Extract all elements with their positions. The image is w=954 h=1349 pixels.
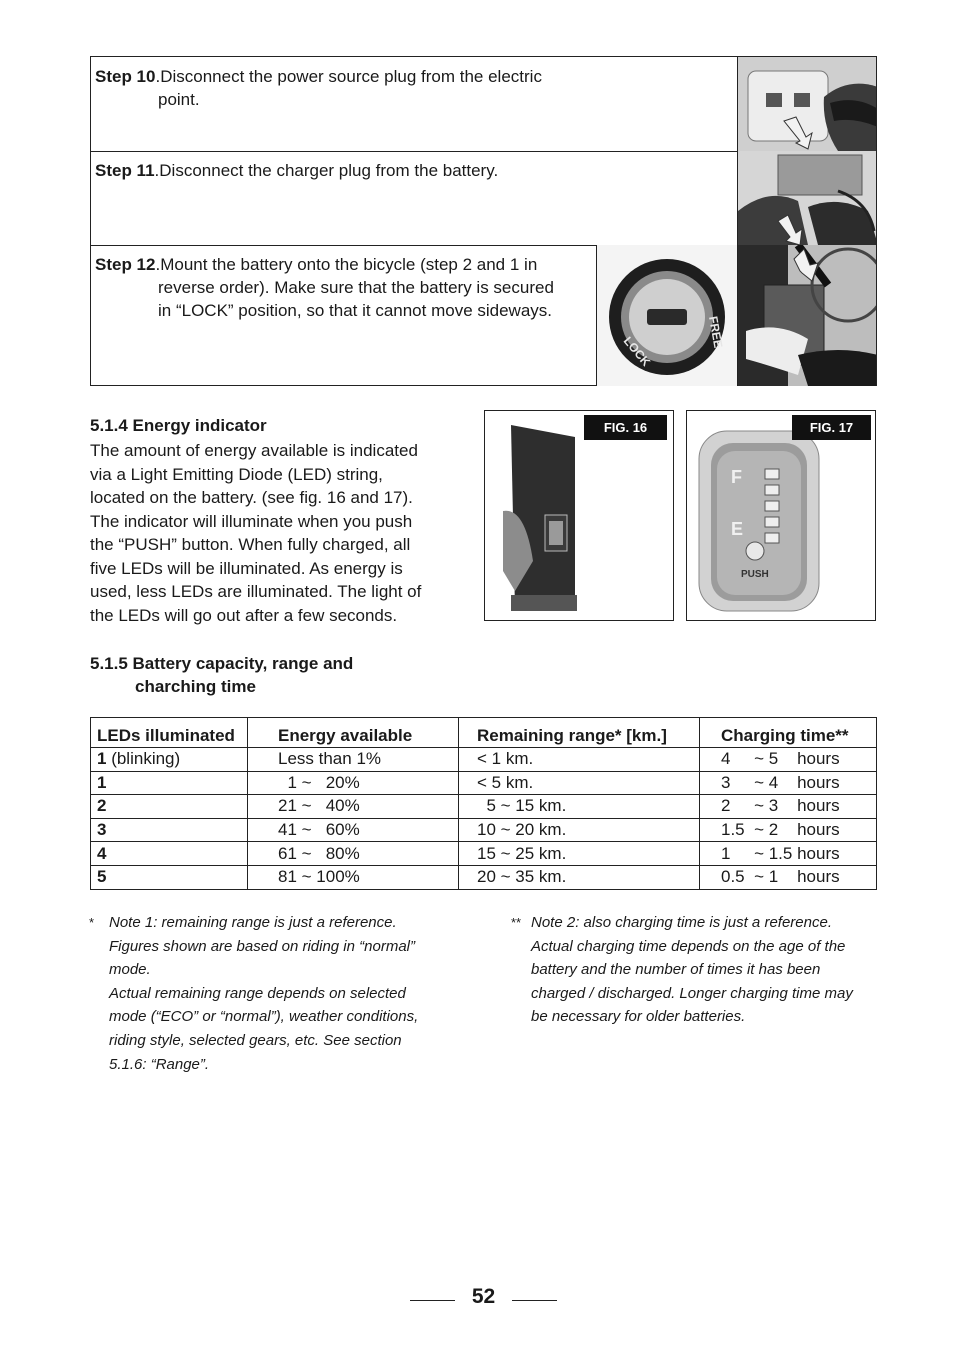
note-line: Figures shown are based on riding in “normal” <box>109 937 415 955</box>
lock-dial-label-right: FREE <box>706 315 726 350</box>
leds-cell <box>91 818 248 842</box>
table-row <box>91 842 877 866</box>
charge-cell: 0.5 ~ 1 hours <box>700 865 877 889</box>
note-line: charged / discharged. Longer charging time may <box>531 984 853 1002</box>
table-row <box>91 818 877 842</box>
charge-cell: 2 ~ 3 hours <box>700 795 877 819</box>
capacity-table <box>90 717 877 890</box>
leds-count: 1 <box>97 772 107 792</box>
charge-cell: 4 ~ 5 hours <box>700 748 877 772</box>
divider <box>512 1300 557 1301</box>
note-line: Actual charging time depends on the age of the <box>531 937 846 955</box>
column-header: LEDs illuminated <box>91 718 248 748</box>
charge-cell: 3 ~ 4 hours <box>700 771 877 795</box>
body-line: via a Light Emitting Diode (LED) string, <box>90 464 383 484</box>
note-line: 5.1.6: “Range”. <box>109 1055 210 1073</box>
heading-line: 5.1.5 Battery capacity, range and <box>90 654 354 673</box>
capacity-heading <box>90 652 353 698</box>
body-line: located on the battery. (see fig. 16 and 17). <box>90 488 413 507</box>
energy-heading: 5.1.4 Energy indicator <box>90 416 267 435</box>
body-line: used, less LEDs are illuminated. The light of <box>90 582 422 601</box>
heading-line: charching time <box>135 677 256 696</box>
table-row <box>91 865 877 889</box>
steps-table <box>90 56 877 386</box>
note-line: Actual remaining range depends on selected <box>109 984 406 1002</box>
figure-label: FIG. 16 <box>584 415 667 440</box>
energy-cell: 21 ~ 40% <box>248 795 459 819</box>
range-cell: 20 ~ 35 km. <box>459 865 700 889</box>
mount-battery-photo <box>737 245 876 386</box>
step-line: point. <box>158 90 200 109</box>
unplug-socket-photo <box>737 57 876 151</box>
step-line: .Disconnect the charger plug from the battery. <box>154 161 499 180</box>
step-line: in “LOCK” position, so that it cannot move sideways. <box>158 301 553 320</box>
led-panel-photo <box>687 411 876 621</box>
energy-body <box>90 439 450 627</box>
leds-cell <box>91 795 248 819</box>
battery-side-photo <box>485 411 674 621</box>
leds-count: 5 <box>97 867 107 887</box>
leds-note: (blinking) <box>106 749 181 769</box>
step-text <box>95 65 542 111</box>
charge-cell: 1 ~ 1.5 hours <box>700 842 877 866</box>
step-label: Step 10 <box>95 67 156 86</box>
leds-count: 3 <box>97 820 107 840</box>
unplug-battery-photo <box>737 151 876 245</box>
body-line: five LEDs will be illuminated. As energy is <box>90 558 403 578</box>
note-mark: * <box>89 915 95 930</box>
body-line: The indicator will illuminate when you push <box>90 511 413 531</box>
step-label: Step 12 <box>95 255 156 274</box>
note-line: mode. <box>109 961 151 979</box>
table-row <box>91 795 877 819</box>
body-line: The amount of energy available is indicated <box>90 441 418 460</box>
leds-cell <box>91 771 248 795</box>
leds-cell <box>91 865 248 889</box>
range-cell: < 5 km. <box>459 771 700 795</box>
led-full-mark: F <box>731 467 742 487</box>
led-empty-mark: E <box>731 519 744 539</box>
energy-cell: 41 ~ 60% <box>248 818 459 842</box>
step-row <box>91 151 876 246</box>
range-cell: < 1 km. <box>459 748 700 772</box>
leds-cell <box>91 748 248 772</box>
body-line: the “PUSH” button. When fully charged, all <box>90 535 411 554</box>
step-text <box>95 159 498 182</box>
step-label: Step 11 <box>95 161 155 180</box>
body-line: the LEDs will go out after a few seconds. <box>90 605 398 625</box>
page-footer <box>410 1285 557 1315</box>
note-line: battery and the number of times it has been <box>531 961 821 979</box>
table-header-row <box>91 718 877 748</box>
figure-17 <box>686 410 876 621</box>
note-line: riding style, selected gears, etc. See section <box>109 1031 402 1049</box>
leds-count: 4 <box>97 843 107 863</box>
range-cell: 15 ~ 25 km. <box>459 842 700 866</box>
range-cell: 5 ~ 15 km. <box>459 795 700 819</box>
energy-cell: 81 ~ 100% <box>248 865 459 889</box>
energy-cell: Less than 1% <box>248 748 459 772</box>
table-row <box>91 748 877 772</box>
note-mark: ** <box>511 915 522 930</box>
leds-count: 2 <box>97 796 107 816</box>
lock-dial-label-left: LOCK <box>620 333 654 369</box>
charge-cell: 1.5 ~ 2 hours <box>700 818 877 842</box>
step-line: .Disconnect the power source plug from the electric <box>155 67 542 86</box>
push-mark: PUSH <box>741 569 769 580</box>
note-line: Note 1: remaining range is just a reference. <box>109 914 397 931</box>
energy-cell: 1 ~ 20% <box>248 771 459 795</box>
table-row <box>91 771 877 795</box>
figure-16 <box>484 410 674 621</box>
column-header: Energy available <box>248 718 459 748</box>
energy-cell: 61 ~ 80% <box>248 842 459 866</box>
range-cell: 10 ~ 20 km. <box>459 818 700 842</box>
leds-count: 1 <box>97 749 107 769</box>
note-line: be necessary for older batteries. <box>531 1008 746 1026</box>
step-line: reverse order). Make sure that the battery is secured <box>158 278 554 297</box>
note-line: Note 2: also charging time is just a reference. <box>531 914 832 931</box>
note-line: mode (“ECO” or “normal”), weather conditions, <box>109 1008 419 1026</box>
page-number: 52 <box>471 1285 496 1308</box>
step-text <box>95 253 554 322</box>
column-header: Charging time** <box>700 718 877 748</box>
leds-cell <box>91 842 248 866</box>
figure-label: FIG. 17 <box>792 415 871 440</box>
step-line: .Mount the battery onto the bicycle (step 2 and 1 in <box>155 255 538 274</box>
step-row <box>91 57 876 152</box>
lock-dial-photo <box>596 245 738 386</box>
column-header: Remaining range* [km.] <box>459 718 700 748</box>
step-row <box>91 245 876 386</box>
